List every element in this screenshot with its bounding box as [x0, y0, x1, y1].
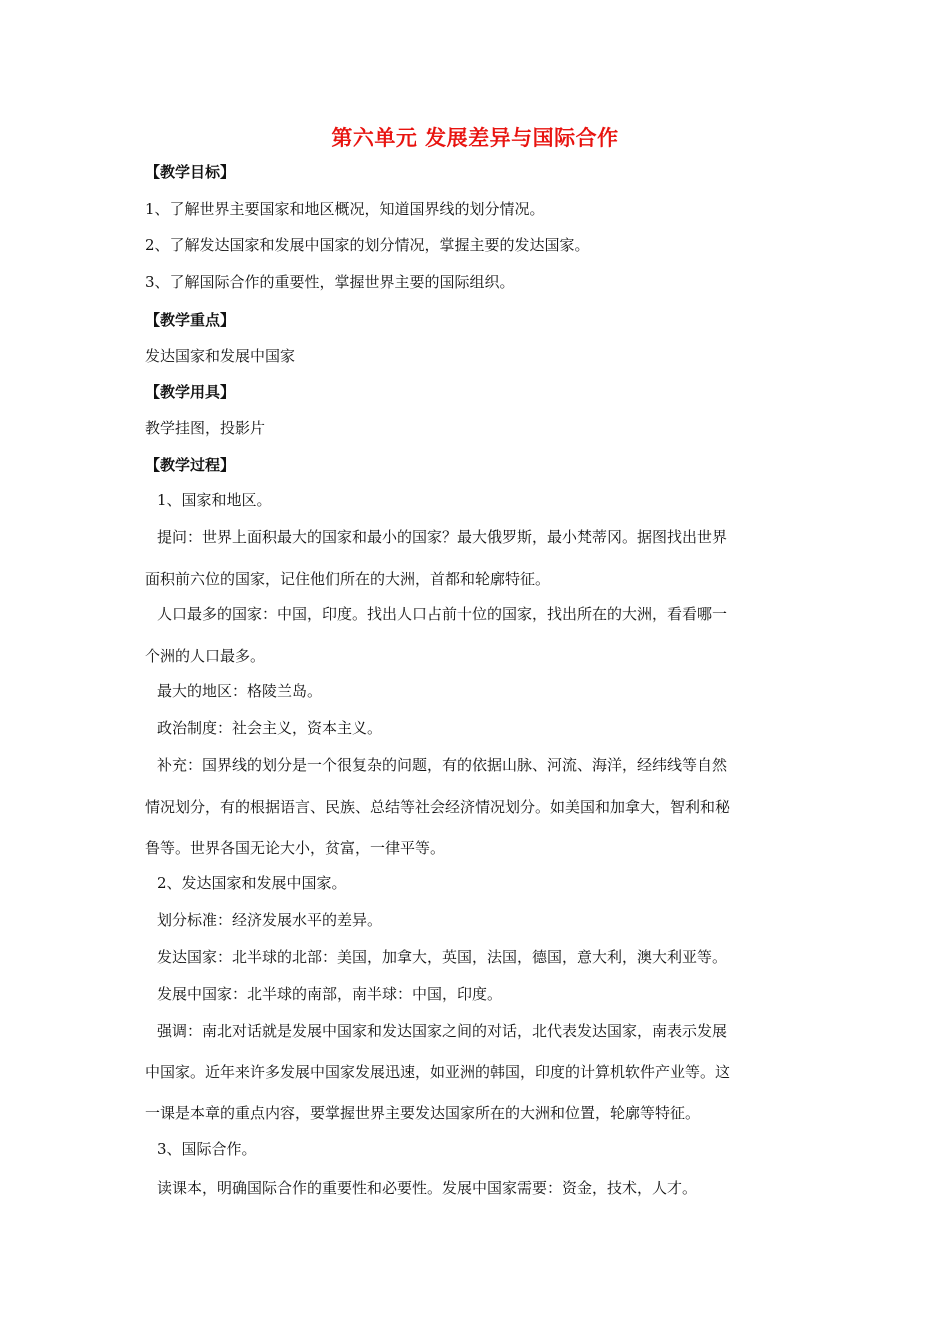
objective-item: 3、了解国际合作的重要性，掌握世界主要的国际组织。	[145, 273, 515, 291]
process-paragraph: 划分标准：经济发展水平的差异。	[157, 911, 383, 929]
process-paragraph: 人口最多的国家：中国，印度。找出人口占前十位的国家，找出所在的大洲，看看哪一	[157, 605, 728, 623]
tools-heading: 【教学用具】	[145, 383, 236, 401]
process-paragraph: 中国家。近年来许多发展中国家发展迅速，如亚洲的韩国，印度的计算机软件产业等。这	[145, 1063, 731, 1081]
process-paragraph: 一课是本章的重点内容，要掌握世界主要发达国家所在的大洲和位置，轮廓等特征。	[145, 1104, 701, 1122]
process-paragraph: 面积前六位的国家，记住他们所在的大洲，首都和轮廓特征。	[145, 570, 551, 588]
process-paragraph: 个洲的人口最多。	[145, 647, 266, 665]
objective-item: 2、了解发达国家和发展中国家的划分情况，掌握主要的发达国家。	[145, 236, 590, 254]
process-paragraph: 情况划分，有的根据语言、民族、总结等社会经济情况划分。如美国和加拿大，智利和秘	[145, 798, 731, 816]
document-title: 第六单元 发展差异与国际合作	[331, 125, 619, 150]
process-paragraph: 强调：南北对话就是发展中国家和发达国家之间的对话，北代表发达国家，南表示发展	[157, 1022, 728, 1040]
process-paragraph: 1、国家和地区。	[157, 491, 272, 509]
process-paragraph: 3、国际合作。	[157, 1140, 257, 1158]
process-paragraph: 鲁等。世界各国无论大小，贫富，一律平等。	[145, 839, 446, 857]
process-paragraph: 发展中国家：北半球的南部，南半球：中国，印度。	[157, 985, 503, 1003]
process-paragraph: 发达国家：北半球的北部：美国，加拿大，英国，法国，德国，意大利，澳大利亚等。	[157, 948, 728, 966]
process-paragraph: 读课本，明确国际合作的重要性和必要性。发展中国家需要：资金，技术，人才。	[157, 1179, 698, 1197]
objectives-heading: 【教学目标】	[145, 163, 236, 181]
process-paragraph: 政治制度：社会主义，资本主义。	[157, 719, 383, 737]
focus-text: 发达国家和发展中国家	[145, 347, 296, 365]
process-paragraph: 2、发达国家和发展中国家。	[157, 874, 347, 892]
process-paragraph: 补充：国界线的划分是一个很复杂的问题，有的依据山脉、河流、海洋，经纬线等自然	[157, 756, 728, 774]
process-heading: 【教学过程】	[145, 456, 236, 474]
process-paragraph: 最大的地区：格陵兰岛。	[157, 682, 323, 700]
tools-text: 教学挂图，投影片	[145, 419, 266, 437]
process-paragraph: 提问：世界上面积最大的国家和最小的国家？最大俄罗斯，最小梵蒂冈。据图找出世界	[157, 528, 728, 546]
focus-heading: 【教学重点】	[145, 311, 236, 329]
objective-item: 1、了解世界主要国家和地区概况，知道国界线的划分情况。	[145, 200, 545, 218]
